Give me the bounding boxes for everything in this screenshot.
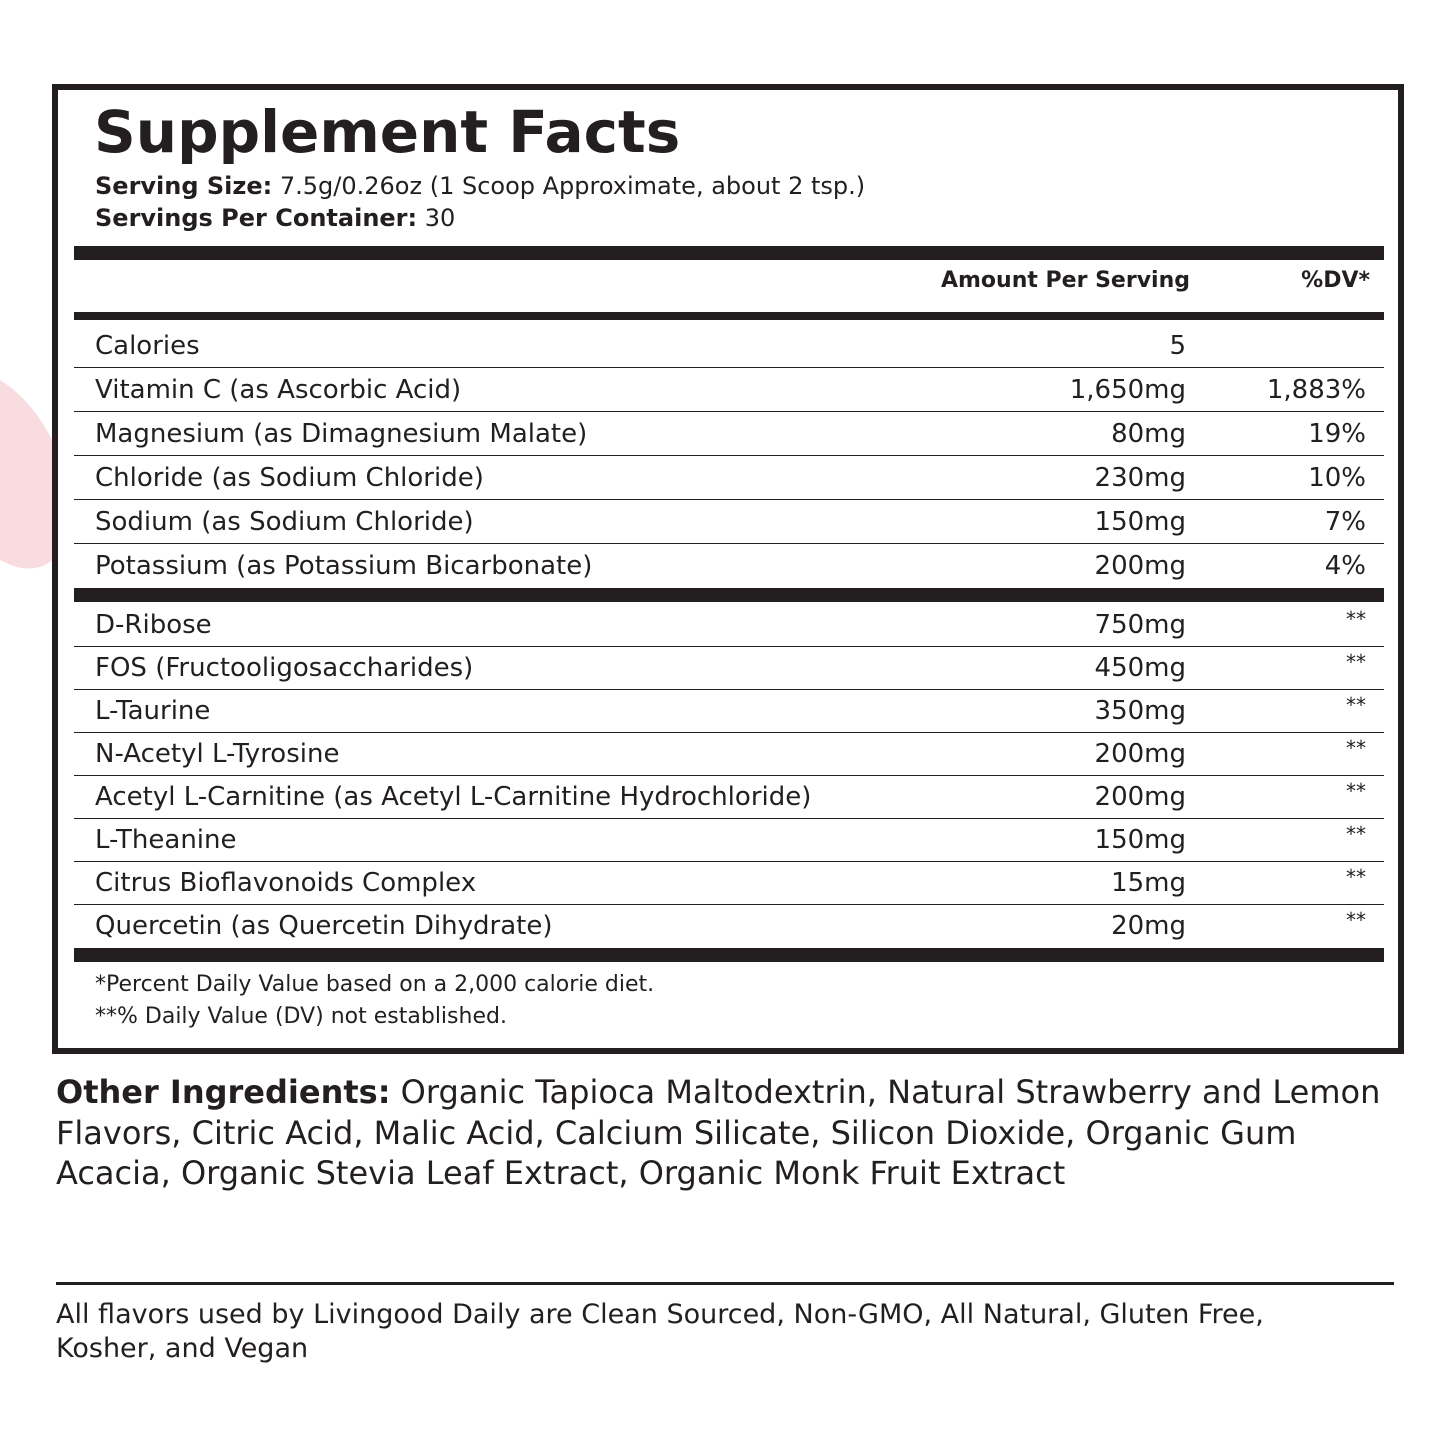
- nutrient-dv: **: [1346, 779, 1366, 803]
- nutrient-name: Vitamin C (as Ascorbic Acid): [95, 375, 462, 405]
- supplement-facts-panel: [52, 84, 1404, 1054]
- nutrient-name: Sodium (as Sodium Chloride): [95, 507, 474, 537]
- nutrient-name: Quercetin (as Quercetin Dihydrate): [95, 911, 553, 941]
- nutrient-dv: **: [1346, 650, 1366, 674]
- nutrient-amount: 80mg: [1111, 419, 1186, 449]
- table-row: [74, 456, 1384, 500]
- nutrient-amount: 20mg: [1111, 911, 1186, 941]
- nutrient-name: L-Theanine: [95, 825, 237, 855]
- nutrient-name: Calories: [95, 331, 200, 361]
- table-row: [74, 412, 1384, 456]
- nutrient-amount: 15mg: [1111, 868, 1186, 898]
- nutrient-dv: 1,883%: [1266, 375, 1366, 405]
- nutrient-amount: 150mg: [1094, 825, 1186, 855]
- other-ingredients-label: Other Ingredients:: [56, 1073, 391, 1111]
- serving-size-value: 7.5g/0.26oz (1 Scoop Approximate, about 2 tsp.): [272, 172, 866, 200]
- nutrient-name: N-Acetyl L-Tyrosine: [95, 739, 340, 769]
- column-header-amount: Amount Per Serving: [940, 268, 1190, 293]
- table-row: [74, 733, 1384, 776]
- footnote-not-established: **% Daily Value (DV) not established.: [95, 1004, 507, 1029]
- nutrient-name: Magnesium (as Dimagnesium Malate): [95, 419, 588, 449]
- nutrient-dv: **: [1346, 736, 1366, 760]
- nutrient-amount: 200mg: [1094, 739, 1186, 769]
- nutrient-amount: 5: [1169, 331, 1186, 361]
- nutrient-name: D-Ribose: [95, 610, 212, 640]
- nutrient-amount: 1,650mg: [1069, 375, 1186, 405]
- table-row: [74, 690, 1384, 733]
- thick-divider-header: [74, 312, 1384, 320]
- nutrient-name: Potassium (as Potassium Bicarbonate): [95, 551, 593, 581]
- nutrient-dv: 19%: [1308, 419, 1366, 449]
- nutrient-dv: 7%: [1324, 507, 1366, 537]
- thick-divider-bottom: [74, 948, 1384, 962]
- other-ingredients: [56, 1072, 1386, 1194]
- nutrient-amount: 750mg: [1094, 610, 1186, 640]
- nutrient-name: Chloride (as Sodium Chloride): [95, 463, 484, 493]
- other-ingredients-text: Organic Tapioca Maltodextrin, Natural Strawberry and Lemon Flavors, Citric Acid, Malic Acid, Calcium Silicate, Silicon Dioxide, Organic Gum Acacia, Organic Stevia Leaf Extract, Organic Monk Fruit Extract: [56, 1073, 1381, 1192]
- table-row: [74, 324, 1384, 368]
- nutrient-dv: **: [1346, 607, 1366, 631]
- servings-label: Servings Per Container:: [95, 204, 418, 232]
- nutrient-dv: 10%: [1308, 463, 1366, 493]
- footnote-daily-value: *Percent Daily Value based on a 2,000 calorie diet.: [95, 972, 655, 997]
- nutrient-dv: **: [1346, 908, 1366, 932]
- nutrient-amount: 450mg: [1094, 653, 1186, 683]
- nutrient-amount: 200mg: [1094, 551, 1186, 581]
- nutrient-name: L-Taurine: [95, 696, 211, 726]
- thick-divider-top: [74, 246, 1384, 260]
- panel-title: Supplement Facts: [94, 98, 681, 166]
- thick-divider-middle: [74, 588, 1384, 602]
- table-row: [74, 819, 1384, 862]
- table-row: [74, 500, 1384, 544]
- nutrient-amount: 230mg: [1094, 463, 1186, 493]
- table-row: [74, 862, 1384, 905]
- table-row: [74, 905, 1384, 948]
- servings-per-container: [95, 204, 455, 233]
- nutrient-amount: 350mg: [1094, 696, 1186, 726]
- nutrient-name: Citrus Bioflavonoids Complex: [95, 868, 477, 898]
- table-row: [74, 776, 1384, 819]
- table-row: [74, 544, 1384, 588]
- nutrient-dv: **: [1346, 822, 1366, 846]
- section-divider: [56, 1282, 1394, 1285]
- serving-size: [95, 172, 865, 201]
- nutrient-name: FOS (Fructooligosaccharides): [95, 653, 474, 683]
- servings-value: 30: [417, 204, 456, 232]
- nutrient-dv: **: [1346, 865, 1366, 889]
- flavor-disclaimer: All flavors used by Livingood Daily are Clean Sourced, Non-GMO, All Natural, Gluten Free, Kosher, and Vegan: [56, 1299, 1264, 1364]
- nutrient-amount: 200mg: [1094, 782, 1186, 812]
- table-row: [74, 604, 1384, 647]
- nutrient-dv: 4%: [1324, 551, 1366, 581]
- column-header-dv: %DV*: [1301, 268, 1370, 293]
- nutrient-name: Acetyl L-Carnitine (as Acetyl L-Carnitine Hydrochloride): [95, 782, 812, 812]
- serving-size-label: Serving Size:: [95, 172, 273, 200]
- nutrient-dv: **: [1346, 693, 1366, 717]
- table-row: [74, 368, 1384, 412]
- nutrient-amount: 150mg: [1094, 507, 1186, 537]
- table-row: [74, 647, 1384, 690]
